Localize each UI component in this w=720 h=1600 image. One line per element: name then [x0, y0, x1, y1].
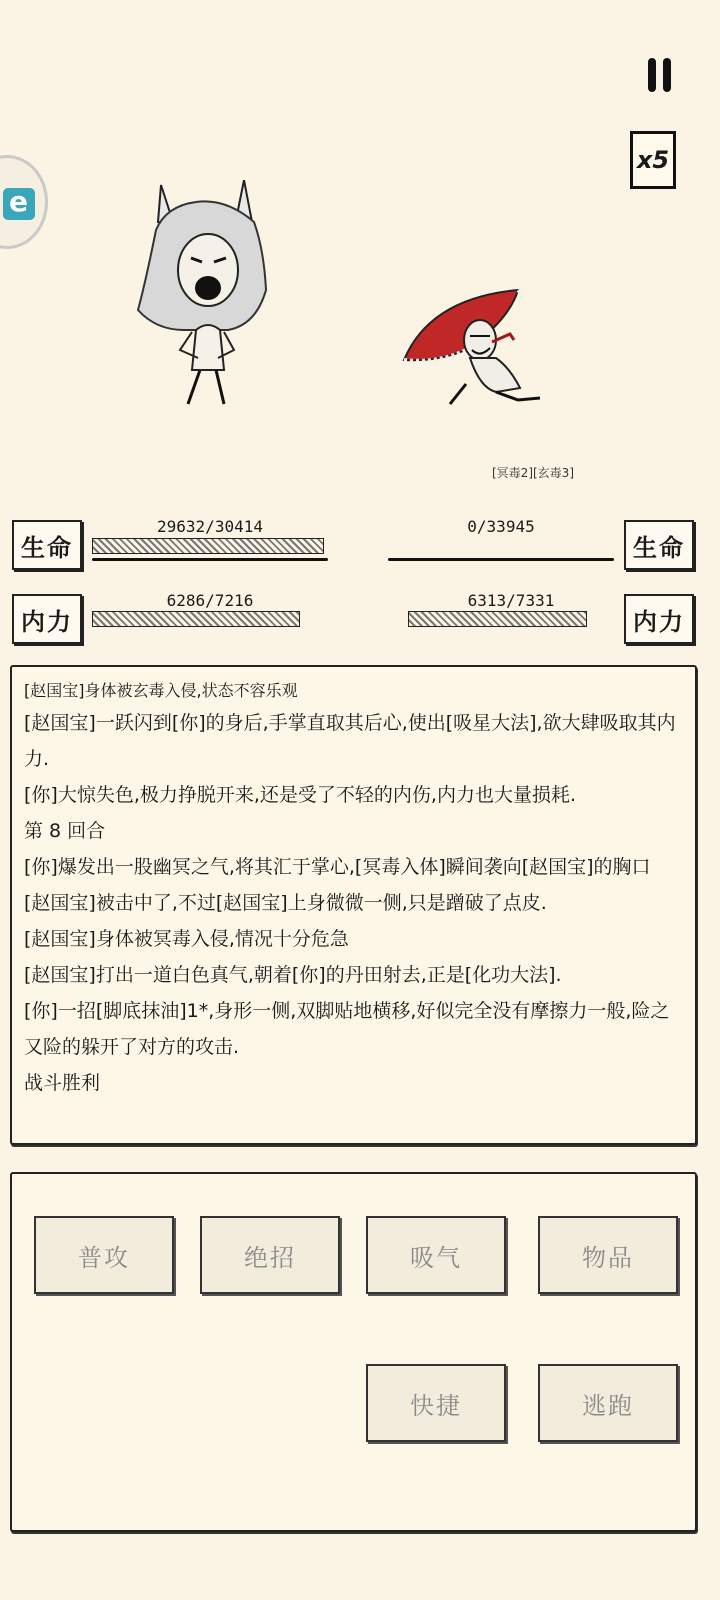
player-inner-label: 内力 [12, 594, 82, 644]
enemy-inner-label: 内力 [624, 594, 694, 644]
player-mp-value: 6286/7216 [166, 591, 254, 610]
enemy-mp-value: 6313/7331 [467, 591, 555, 610]
attack-button[interactable]: 普攻 [34, 1216, 174, 1294]
speed-button[interactable]: x5 [630, 131, 676, 189]
enemy-hp-value: 0/33945 [467, 517, 535, 536]
log-line: 第 8 回合 [24, 820, 106, 842]
player-life-label: 生命 [12, 520, 82, 570]
flee-button[interactable]: 逃跑 [538, 1364, 678, 1442]
quick-button[interactable]: 快捷 [366, 1364, 506, 1442]
pause-icon[interactable] [646, 58, 674, 94]
log-line: [你]大惊失色,极力挣脱开来,还是受了不轻的内伤,内力也大量损耗. [24, 784, 576, 806]
enemy-hp-baseline [388, 558, 614, 561]
absorb-button[interactable]: 吸气 [366, 1216, 506, 1294]
items-button[interactable]: 物品 [538, 1216, 678, 1294]
enemy-life-label: 生命 [624, 520, 694, 570]
log-line: [赵国宝]一跃闪到[你]的身后,手掌直取其后心,使出[吸星大法],欲大肆吸取其内力. [24, 712, 676, 770]
log-line: [赵国宝]身体被玄毒入侵,状态不容乐观 [24, 681, 298, 700]
player-character [136, 180, 276, 412]
ultimate-button[interactable]: 绝招 [200, 1216, 340, 1294]
player-hp-baseline [92, 558, 328, 561]
battle-log[interactable] [10, 665, 697, 1145]
log-line: [赵国宝]被击中了,不过[赵国宝]上身微微一侧,只是蹭破了点皮. [24, 892, 547, 914]
log-line: [赵国宝]打出一道白色真气,朝着[你]的丹田射去,正是[化功大法]. [24, 964, 562, 986]
action-panel [10, 1172, 697, 1532]
player-hp-bar [92, 538, 328, 554]
enemy-status-effects: [冥毒2][玄毒3] [492, 466, 574, 480]
enemy-mp-bar [408, 611, 614, 627]
log-line: [赵国宝]身体被冥毒入侵,情况十分危急 [24, 928, 349, 950]
log-line: [你]爆发出一股幽冥之气,将其汇于掌心,[冥毒入体]瞬间袭向[赵国宝]的胸口 [24, 856, 651, 878]
log-line: 战斗胜利 [24, 1072, 101, 1094]
log-line: [你]一招[脚底抹油]1*,身形一侧,双脚贴地横移,好似完全没有摩擦力一般,险之又险的躲开了对方的攻击. [24, 1000, 670, 1058]
player-mp-bar [92, 611, 328, 627]
side-float-icon[interactable] [0, 155, 48, 249]
enemy-character [400, 288, 560, 418]
player-hp-value: 29632/30414 [157, 517, 263, 536]
enemy-hp-bar [388, 538, 614, 554]
